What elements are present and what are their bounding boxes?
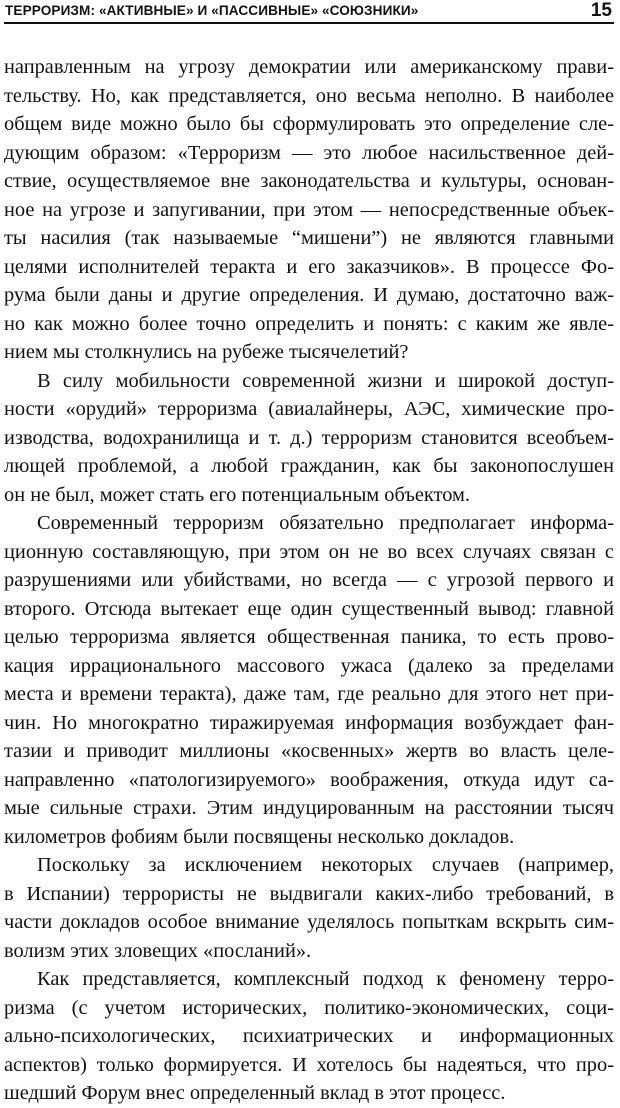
text-line: целями исполнителей теракта и его заказчиков». В процессе Фо- <box>4 255 614 278</box>
text-line: направленным на угрозу демократии или американскому прави- <box>4 56 614 78</box>
text-line: разрушениями или убийствами, но всегда — с угрозой первого и <box>4 569 614 591</box>
text-line: второго. Отсюда вытекает еще один существенный вывод: главной <box>4 597 614 620</box>
text-line: ризма (с учетом исторических, политико-экономических, соци- <box>4 996 614 1019</box>
text-line: тазии и приводит миллионы «косвенных» жертв во власть целе- <box>4 740 614 762</box>
text-line: ствие, осуществляемое вне законодательства и культуры, основан- <box>4 170 614 192</box>
text-line: аспектов) только формируется. И хотелось бы надеяться, что про- <box>4 1053 614 1076</box>
text-line: чин. Но многократно тиражируемая информация возбуждает фан- <box>4 711 614 734</box>
text-line: в Испании) террористы не выдвигали каких-либо требований, в <box>4 882 614 905</box>
text-line: Как представляется, комплексный подход к феномену терро- <box>37 968 614 990</box>
body-text <box>4 53 614 1108</box>
text-line: но как можно более точно определить и понять: с каким же явле- <box>4 312 614 335</box>
text-line: ности «орудий» терроризма (авиалайнеры, АЭС, химические про- <box>4 398 614 420</box>
paragraph <box>4 965 614 1108</box>
text-line: километров фобиям были посвящены несколько докладов. <box>4 825 515 848</box>
text-line: изводства, водохранилища и т. д.) терроризм становится всеобъем- <box>4 426 614 449</box>
text-line: рума были даны и другие определения. И думаю, достаточно важ- <box>4 284 614 306</box>
text-line: направленно «патологизируемого» воображения, откуда идут са- <box>4 768 614 791</box>
paragraph <box>4 509 614 851</box>
text-line: волизм этих зловещих «посланий». <box>4 939 312 962</box>
text-line: места и времени теракта), даже там, где реально для этого нет при- <box>4 683 614 705</box>
text-line: мые сильные страхи. Этим индуцированным на расстоянии тысяч <box>4 797 614 819</box>
text-line: тельству. Но, как представляется, оно весьма неполно. В наиболее <box>4 84 614 107</box>
page-number: 15 <box>590 0 612 21</box>
running-title: ТЕРРОРИЗМ: «АКТИВНЫЕ» И «ПАССИВНЫЕ» «СОЮЗНИКИ» <box>5 3 419 18</box>
text-line: В силу мобильности современной жизни и широкой доступ- <box>37 369 614 392</box>
text-line: общем виде можно было бы сформулировать это определение сле- <box>4 113 614 135</box>
text-line: целью терроризма является общественная паника, то есть прово- <box>4 626 614 648</box>
paragraph <box>4 367 614 510</box>
text-line: ты насилия (так называемые “мишени”) не являются главными <box>4 227 614 249</box>
text-line: Поскольку за исключением некоторых случаев (например, <box>37 854 614 876</box>
text-line: нием мы столкнулись на рубеже тысячелетий? <box>4 341 409 363</box>
text-line: шедший Форум внес определенный вклад в этот процесс. <box>4 1082 506 1104</box>
paragraph <box>4 851 614 965</box>
text-line: ное на угрозе и запугивании, при этом — непосредственные объек- <box>4 198 614 221</box>
text-line: дующим образом: «Терроризм — это любое насильственное дей- <box>4 141 614 164</box>
text-line: ально-психологических, психиатрических и информационных <box>4 1025 614 1047</box>
text-line: Современный терроризм обязательно предполагает информа- <box>37 512 614 534</box>
text-line: лющей проблемой, а любой гражданин, как бы законопослушен <box>4 455 614 477</box>
text-line: ционную составляющую, при этом он не во всех случаях связан с <box>4 540 614 563</box>
paragraph <box>4 53 614 367</box>
text-line: кация иррационального массового ужаса (далеко за пределами <box>4 654 614 677</box>
text-line: он не был, может стать его потенциальным объектом. <box>4 483 471 506</box>
text-line: части докладов особое внимание уделялось попыткам вскрыть сим- <box>4 911 614 933</box>
running-head <box>4 0 614 24</box>
